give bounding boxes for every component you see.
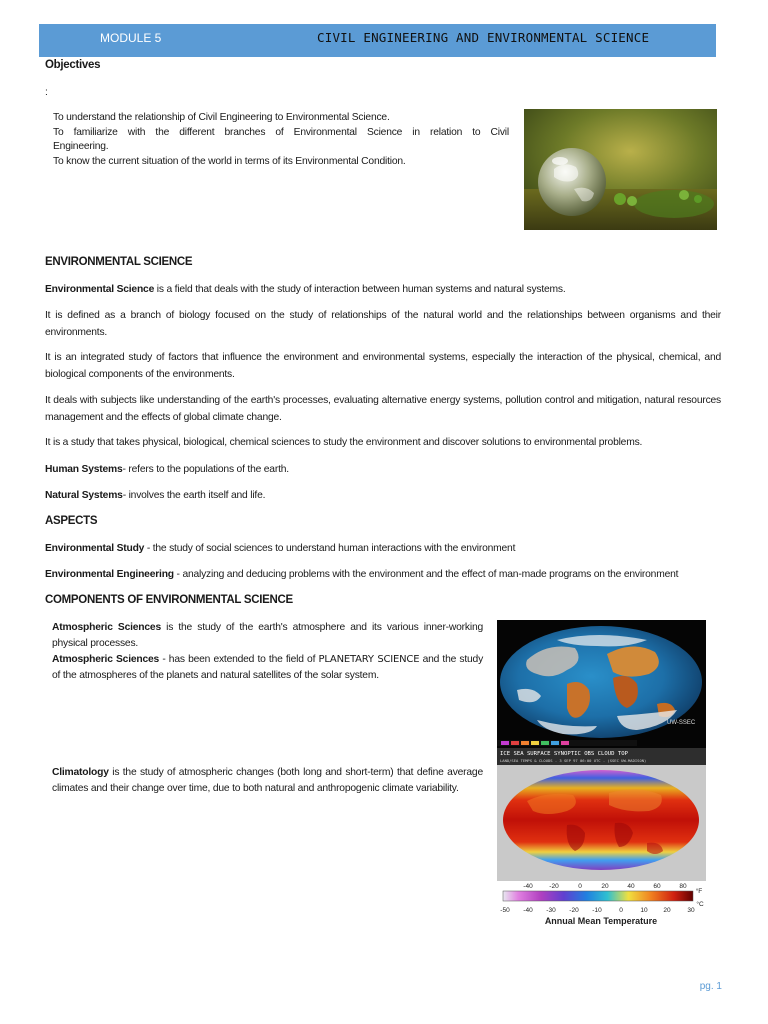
env-science-paragraph: It is an integrated study of factors that influence the environment and environmental systems, especially the interaction of the physical, chemical, and biological components of the environments. <box>45 352 721 380</box>
definition-text: - involves the earth itself and life. <box>122 490 266 501</box>
definition-text: is the study of the earth's atmosphere and its various inner-working physical processes. <box>52 622 483 649</box>
term: Climatology <box>52 767 109 778</box>
term: Atmospheric Sciences <box>52 654 160 665</box>
satellite-legend-subtext: LAND/SEA TEMPS & CLOUDS - 3 SEP 97 06:00 UTC - (SSEC UW-MADISON) <box>500 758 647 763</box>
temperature-map-caption: Annual Mean Temperature <box>544 916 658 926</box>
human-systems-definition <box>45 461 721 478</box>
definition-text: and the study of the atmospheres of the planets and natural satellites of the solar system. <box>52 654 484 681</box>
environmental-engineering-definition <box>45 566 735 583</box>
objective-item: To familiarize with the different branches of Environmental Science in relation to Civil <box>53 126 509 138</box>
satellite-earth-composite-image <box>497 620 706 765</box>
definition-text: - refers to the populations of the earth. <box>122 464 289 475</box>
f-tick-label: 60 <box>653 883 661 890</box>
document-title: CIVIL ENGINEERING AND ENVIRONMENTAL SCIENCE <box>317 30 650 45</box>
atmospheric-sciences-definition <box>52 620 483 651</box>
term: Environmental Science <box>45 284 155 295</box>
globe-in-grass-photo <box>524 109 717 230</box>
satellite-legend-text: ICE SEA SURFACE SYNOPTIC OBS CLOUD TOP <box>500 751 628 757</box>
page-number: pg. 1 <box>699 981 722 992</box>
planetary-science-term: PLANETARY SCIENCE <box>318 654 420 665</box>
f-tick-label: 0 <box>578 883 582 890</box>
c-tick-label: 30 <box>687 907 695 914</box>
f-unit: °F <box>695 888 703 895</box>
c-tick-label: -30 <box>546 907 556 914</box>
term: Natural Systems <box>45 490 123 501</box>
objectives-heading: Objectives <box>45 59 101 71</box>
c-tick-label: 20 <box>663 907 671 914</box>
objective-item: To know the current situation of the world in terms of its Environmental Condition. <box>53 155 406 167</box>
atmospheric-sciences-extended <box>52 652 483 683</box>
term: Atmospheric Sciences <box>52 622 161 633</box>
environmental-science-heading: ENVIRONMENTAL SCIENCE <box>45 256 193 268</box>
f-tick-label: 40 <box>627 883 635 890</box>
components-heading: COMPONENTS OF ENVIRONMENTAL SCIENCE <box>45 594 293 606</box>
objectives-colon: : <box>45 87 48 98</box>
image-credit: UW-SSEC <box>667 720 696 726</box>
c-tick-label: 10 <box>640 907 648 914</box>
term: Human Systems <box>45 464 123 475</box>
objective-item: Engineering. <box>53 141 109 152</box>
c-unit: °C <box>696 901 704 908</box>
definition-text: - has been extended to the field of <box>159 654 319 665</box>
f-tick-label: -40 <box>523 883 533 890</box>
f-tick-label: -20 <box>549 883 559 890</box>
c-tick-label: 0 <box>619 907 623 914</box>
env-science-paragraph: It deals with subjects like understanding of the earth's processes, evaluating alternative energy systems, pollution control and mitigation, natural resources management and the effects of global climate change. <box>45 395 721 423</box>
c-tick-label: -40 <box>523 907 533 914</box>
env-science-paragraph: It is defined as a branch of biology focused on the study of relationships of the natural world and the relationships between organisms and their environments. <box>45 310 721 338</box>
module-label: MODULE 5 <box>100 31 162 45</box>
definition-text: - the study of social sciences to understand human interactions with the environment <box>144 543 516 554</box>
objective-item: To understand the relationship of Civil Engineering to Environmental Science. <box>53 112 390 123</box>
environmental-study-definition <box>45 540 721 557</box>
f-tick-label: 20 <box>601 883 609 890</box>
definition-text: - analyzing and deducing problems with the environment and the effect of man-made programs on the environment <box>173 569 679 580</box>
term: Environmental Study <box>45 543 145 554</box>
definition-text: is the study of atmospheric changes (both long and short-term) that define average climates and their change over time, due to both natural and anthropogenic climate variability. <box>52 767 483 794</box>
definition-text: is a field that deals with the study of interaction between human systems and natural systems. <box>154 284 566 295</box>
aspects-heading: ASPECTS <box>45 515 98 527</box>
f-tick-label: 80 <box>679 883 687 890</box>
c-tick-label: -10 <box>592 907 602 914</box>
env-science-definition <box>45 281 721 298</box>
climatology-definition <box>52 765 483 796</box>
c-tick-label: -50 <box>500 907 510 914</box>
env-science-paragraph: It is a study that takes physical, biological, chemical sciences to study the environment and discover solutions to environmental problems. <box>45 437 643 448</box>
term: Environmental Engineering <box>45 569 174 580</box>
objectives-list <box>53 111 509 169</box>
natural-systems-definition <box>45 487 721 504</box>
annual-mean-temperature-map <box>497 765 706 930</box>
c-tick-label: -20 <box>569 907 579 914</box>
